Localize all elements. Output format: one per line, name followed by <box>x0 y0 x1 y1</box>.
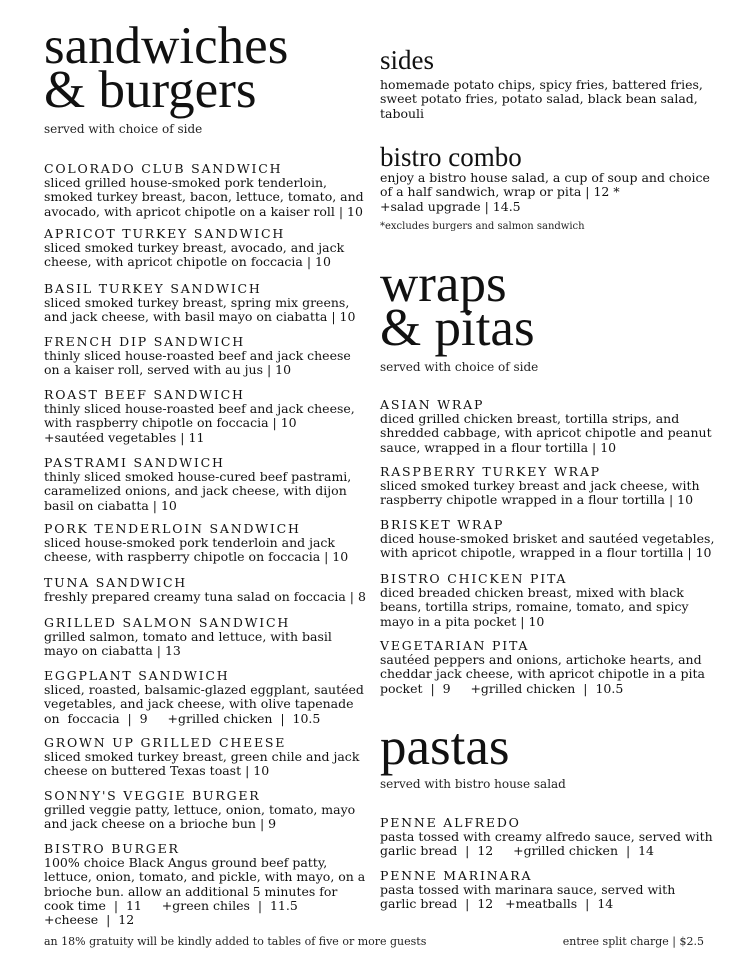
item-name: APRICOT TURKEY SANDWICH <box>44 226 286 241</box>
item-name: SONNY'S VEGGIE BURGER <box>44 788 261 803</box>
item-name: FRENCH DIP SANDWICH <box>44 334 245 349</box>
item-desc: grilled salmon, tomato and lettuce, with basil mayo on ciabatta | 13 <box>44 629 332 659</box>
menu-item-bistro-burger <box>44 842 366 927</box>
menu-item-pork-tenderloin <box>44 522 366 565</box>
sandwiches-title <box>44 17 289 119</box>
item-name: GRILLED SALMON SANDWICH <box>44 615 291 630</box>
item-desc: thinly sliced house-roasted beef and jack cheese on a kaiser roll, served with au jus | 10 <box>44 348 351 378</box>
item-desc: sliced smoked turkey breast, green chile and jack cheese on buttered Texas toast | 10 <box>44 749 360 779</box>
menu-item-grown-up-grilled-cheese <box>44 736 366 779</box>
menu-item-basil-turkey <box>44 282 366 325</box>
pastas-subtitle: served with bistro house salad <box>380 777 566 791</box>
item-desc: thinly sliced smoked house-cured beef pastrami, caramelized onions, and jack cheese, with dijon basil on ciabatta | 10 <box>44 469 352 513</box>
item-name: BRISKET WRAP <box>380 517 505 532</box>
wraps-title <box>380 255 535 357</box>
item-name: GROWN UP GRILLED CHEESE <box>44 735 287 750</box>
menu-item-grilled-salmon <box>44 616 366 659</box>
item-name: EGGPLANT SANDWICH <box>44 668 230 683</box>
sandwiches-title-line2: & burgers <box>44 61 257 119</box>
menu-item-raspberry-turkey-wrap <box>380 465 715 508</box>
item-desc: 100% choice Black Angus ground beef patty, lettuce, onion, tomato, and pickle, with mayo, on a brioche bun. allow an additional 5 minutes for cook time | 11 +green chiles | 11.5 +cheese | 12 <box>44 855 366 928</box>
menu-item-asian-wrap <box>380 398 715 455</box>
item-desc: sliced smoked turkey breast, spring mix greens, and jack cheese, with basil mayo on ciabatta | 10 <box>44 295 356 325</box>
item-name: PORK TENDERLOIN SANDWICH <box>44 521 301 536</box>
item-desc: sliced grilled house-smoked pork tenderloin, smoked turkey breast, bacon, lettuce, tomato, and avocado, with apricot chipotle on a kaiser roll | 10 <box>44 175 364 219</box>
menu-item-sonnys-veggie-burger <box>44 789 366 832</box>
split-charge-note: entree split charge | $2.5 <box>562 935 704 948</box>
item-desc: diced grilled chicken breast, tortilla strips, and shredded cabbage, with apricot chipotle and peanut sauce, wrapped in a flour tortilla | 10 <box>380 411 712 455</box>
bistro-combo-desc: enjoy a bistro house salad, a cup of soup and choice of a half sandwich, wrap or pita | 12 * +salad upgrade | 14.5 <box>380 170 710 214</box>
item-name: RASPBERRY TURKEY WRAP <box>380 464 601 479</box>
item-desc: diced breaded chicken breast, mixed with black beans, tortilla strips, romaine, tomato, and spicy mayo in a pita pocket | 10 <box>380 585 689 629</box>
item-desc: diced house-smoked brisket and sautéed vegetables, with apricot chipotle, wrapped in a flour tortilla | 10 <box>380 531 715 561</box>
wraps-subtitle: served with choice of side <box>380 360 539 374</box>
menu-item-vegetarian-pita <box>380 639 715 696</box>
gratuity-note: an 18% gratuity will be kindly added to tables of five or more guests <box>44 935 427 948</box>
menu-item-bistro-chicken-pita <box>380 572 715 629</box>
wraps-title-line1: wraps <box>380 255 507 313</box>
item-desc: thinly sliced house-roasted beef and jack cheese, with raspberry chipotle on foccacia | 10 +sautéed vegetables | 11 <box>44 401 355 445</box>
sandwiches-title-line1: sandwiches <box>44 17 289 75</box>
item-desc: grilled veggie patty, lettuce, onion, tomato, mayo and jack cheese on a brioche bun | 9 <box>44 802 356 832</box>
wraps-title-line2: & pitas <box>380 299 535 357</box>
item-name: BASIL TURKEY SANDWICH <box>44 281 262 296</box>
menu-item-roast-beef <box>44 388 366 445</box>
item-name: TUNA SANDWICH <box>44 575 188 590</box>
item-name: VEGETARIAN PITA <box>380 638 530 653</box>
bistro-combo-footnote: *excludes burgers and salmon sandwich <box>380 221 585 232</box>
sides-title: sides <box>380 45 434 75</box>
item-name: ROAST BEEF SANDWICH <box>44 387 245 402</box>
menu-item-penne-marinara <box>380 869 715 912</box>
item-name: PENNE MARINARA <box>380 868 533 883</box>
item-name: BISTRO CHICKEN PITA <box>380 571 568 586</box>
item-name: ASIAN WRAP <box>380 397 485 412</box>
menu-item-pastrami <box>44 456 366 513</box>
item-desc: sliced smoked turkey breast and jack cheese, with raspberry chipotle wrapped in a flour tortilla | 10 <box>380 478 700 508</box>
item-desc: sliced smoked turkey breast, avocado, and jack cheese, with apricot chipotle on foccacia | 10 <box>44 240 345 270</box>
item-name: PENNE ALFREDO <box>380 815 521 830</box>
item-desc: pasta tossed with creamy alfredo sauce, served with garlic bread | 12 +grilled chicken | 14 <box>380 829 717 859</box>
item-desc: sliced, roasted, balsamic-glazed eggplant, sautéed vegetables, and jack cheese, with olive tapenade on foccacia | 9 +grilled chicken | 10.5 <box>44 682 368 726</box>
menu-item-penne-alfredo <box>380 816 715 859</box>
item-name: BISTRO BURGER <box>44 841 180 856</box>
menu-item-tuna <box>44 576 366 604</box>
menu-item-eggplant <box>44 669 366 726</box>
item-desc: sliced house-smoked pork tenderloin and jack cheese, with raspberry chipotle on foccacia | 10 <box>44 535 349 565</box>
item-desc: pasta tossed with marinara sauce, served with garlic bread | 12 +meatballs | 14 <box>380 882 680 912</box>
sides-desc: homemade potato chips, spicy fries, battered fries, sweet potato fries, potato salad, black bean salad, tabouli <box>380 77 703 121</box>
item-name: COLORADO CLUB SANDWICH <box>44 161 283 176</box>
item-desc: freshly prepared creamy tuna salad on foccacia | 8 <box>44 589 366 604</box>
menu-item-french-dip <box>44 335 366 378</box>
bistro-combo-title: bistro combo <box>380 142 522 172</box>
sandwiches-subtitle: served with choice of side <box>44 122 203 136</box>
menu-item-brisket-wrap <box>380 518 715 561</box>
item-name: PASTRAMI SANDWICH <box>44 455 225 470</box>
item-desc: sautéed peppers and onions, artichoke hearts, and cheddar jack cheese, with apricot chipotle in a pita pocket | 9 +grilled chicken | 10.5 <box>380 652 709 696</box>
menu-item-colorado-club <box>44 162 366 219</box>
pastas-title: pastas <box>380 718 510 776</box>
menu-item-apricot-turkey <box>44 227 366 270</box>
